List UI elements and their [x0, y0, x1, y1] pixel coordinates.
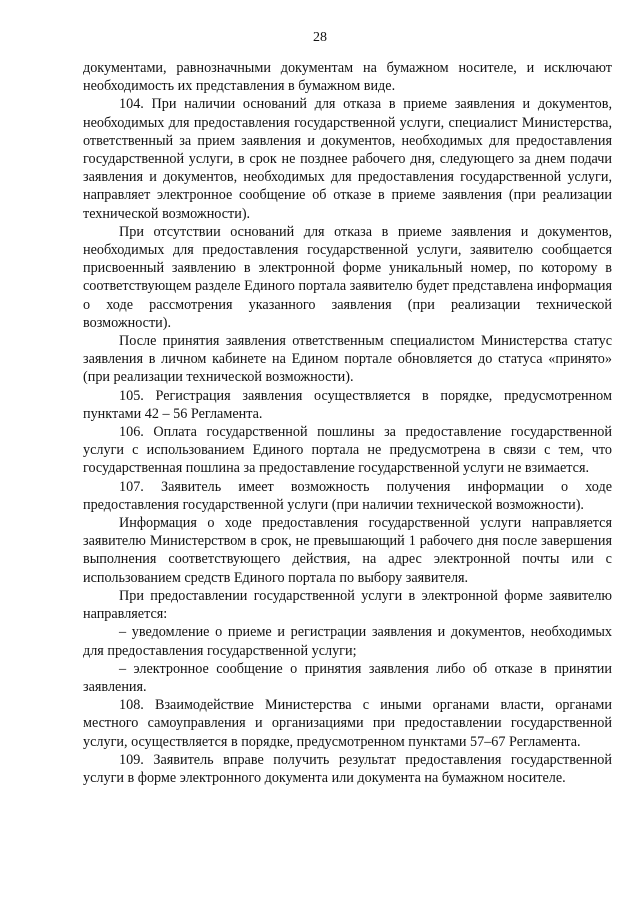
paragraph-108: 108. Взаимодействие Министерства с иными органами власти, органами местного самоуправления и организациями при предоставлении государственной услуги, осуществляется в порядке, предусмотренном пунктами 57–67 Регламента. [83, 697, 612, 750]
paragraph-109: 109. Заявитель вправе получить результат предоставления государственной услуги в форме электронного документа или документа на бумажном носителе. [83, 751, 612, 786]
paragraph-106: 106. Оплата государственной пошлины за предоставление государственной услуги с использованием Единого портала не предусмотрена в связи с тем, что государственная пошлина за предоставление государственной услуги не взимается. [83, 424, 612, 477]
paragraph-electronic-notifications: При предоставлении государственной услуги в электронной форме заявителю направляется: [83, 587, 612, 623]
paragraph-104: 104. При наличии оснований для отказа в приеме заявления и документов, необходимых для предоставления государственной услуги, специалист Министерства, ответственный за прием заявления и документов, необходимых для предоставления государственной услуги, в срок не позднее рабочего дня, следующего за днем подачи заявления и документов, необходимых для предоставления государственной услуги, направляет электронное сообщение об отказе в приеме заявления (при реализации технической возможности). [83, 96, 612, 222]
list-item-receipt-notice: – уведомление о приеме и регистрации заявления и документов, необходимых для предоставления государственной услуги; [83, 624, 612, 659]
paragraph-status-update: После принятия заявления ответственным специалистом Министерства статус заявления в личном кабинете на Едином портале обновляется до статуса «принято» (при реализации технической возможности). [83, 333, 612, 386]
paragraph-105: 105. Регистрация заявления осуществляется в порядке, предусмотренном пунктами 42 – 56 Регламента. [83, 387, 612, 422]
paragraph-progress-info: Информация о ходе предоставления государственной услуги направляется заявителю Министерством в срок, не превышающий 1 рабочего дня после завершения выполнения соответствующего действия, на адрес электронной почты или с использованием средств Единого портала по выбору заявителя. [83, 515, 612, 586]
paragraph-no-refusal-grounds: При отсутствии оснований для отказа в приеме заявления и документов, необходимых для предоставления государственной услуги, заявителю сообщается присвоенный заявлению в электронной форме уникальный номер, по которому в соответствующем разделе Единого портала заявителю будет представлена информация о ходе рассмотрения указанного заявления (при реализации технической возможности). [83, 223, 612, 331]
list-item-acceptance-message: – электронное сообщение о принятия заявления либо об отказе в принятии заявления. [83, 660, 612, 695]
paragraph-107: 107. Заявитель имеет возможность получения информации о ходе предоставления государственной услуги (при наличии технической возможности). [83, 478, 612, 513]
paragraph-continuation: документами, равнозначными документам на бумажном носителе, и исключают необходимость их представления в бумажном виде. [83, 60, 612, 95]
page-number: 28 [313, 30, 327, 45]
document-body [83, 59, 612, 787]
